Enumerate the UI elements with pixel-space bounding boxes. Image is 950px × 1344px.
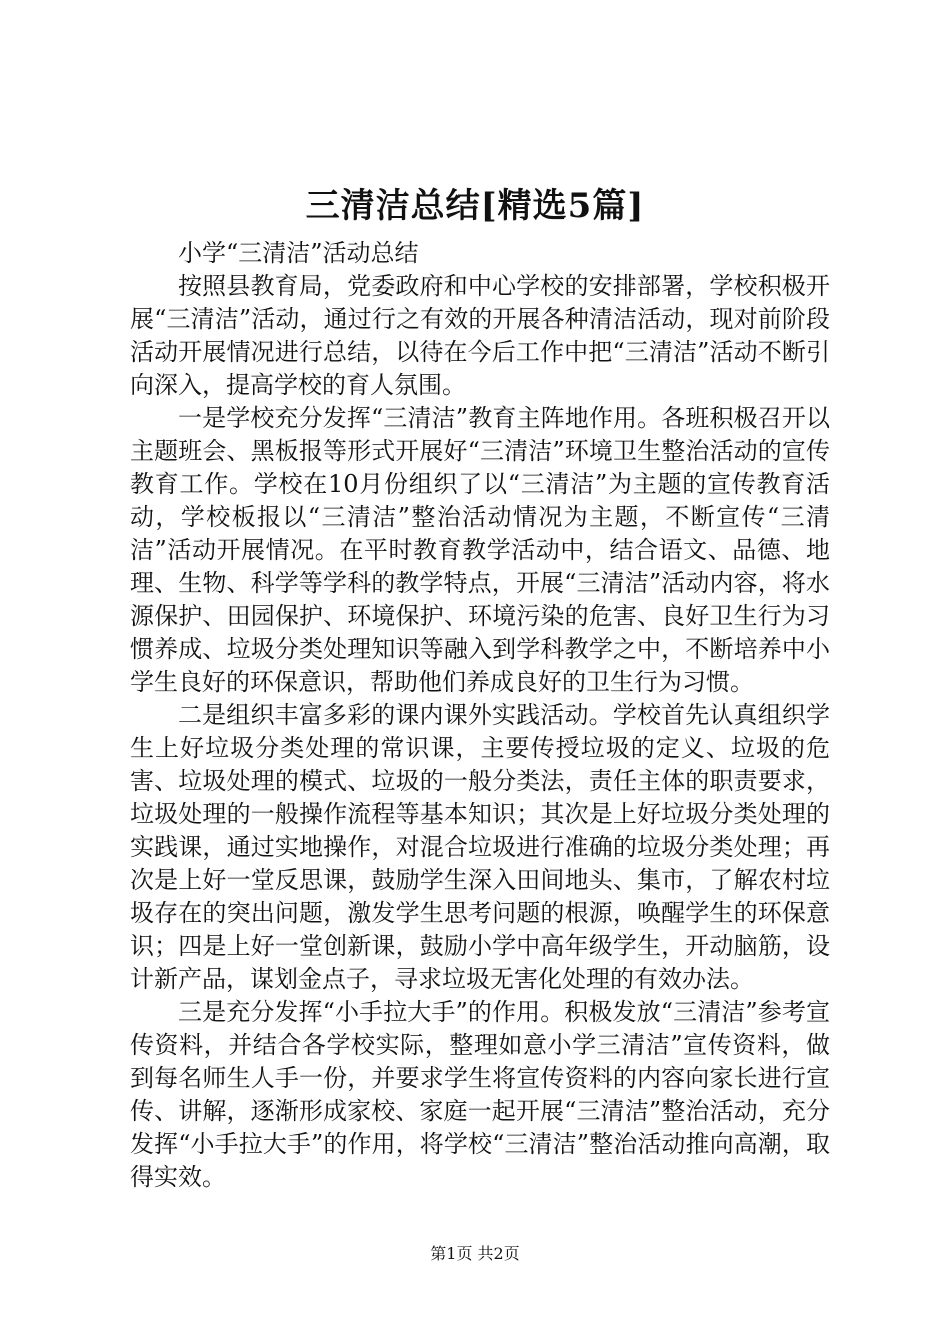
section-subtitle: 小学“三清洁”活动总结 [178,239,419,267]
paragraph-point-two: 二是组织丰富多彩的课内课外实践活动。学校首先认真组织学生上好垃圾分类处理的常识课，主要传授垃圾的定义、垃圾的危害、垃圾处理的模式、垃圾的一般分类法，责任主体的职责要求，垃圾处理的一般操作流程等基本知识；其次是上好垃圾分类处理的实践课，通过实地操作，对混合垃圾进行准确的垃圾分类处理；再次是上好一堂反思课，鼓励学生深入田间地头、集市，了解农村垃圾存在的突出问题，激发学生思考问题的根源，唤醒学生的环保意识；四是上好一堂创新课，鼓励小学中高年级学生，开动脑筋，设计新产品，谋划金点子，寻求垃圾无害化处理的有效办法。 [130,701,830,993]
document-title: 三清洁总结[精选5篇] [305,186,645,226]
document-body [130,237,830,1194]
paragraph-intro: 按照县教育局，党委政府和中心学校的安排部署，学校积极开展“三清洁”活动，通过行之有效的开展各种清洁活动，现对前阶段活动开展情况进行总结，以待在今后工作中把“三清洁”活动不断引向深入，提高学校的育人氛围。 [130,272,830,399]
paragraph-point-three: 三是充分发挥“小手拉大手”的作用。积极发放“三清洁”参考宣传资料，并结合各学校实际，整理如意小学三清洁”宣传资料，做到每名师生人手一份，并要求学生将宣传资料的内容向家长进行宣传、讲解，逐渐形成家校、家庭一起开展“三清洁”整治活动，充分发挥“小手拉大手”的作用，将学校“三清洁”整治活动推向高潮，取得实效。 [130,998,830,1191]
page-footer: 第1页 共2页 [430,1244,520,1263]
paragraph-point-one: 一是学校充分发挥“三清洁”教育主阵地作用。各班积极召开以主题班会、黑板报等形式开展好“三清洁”环境卫生整治活动的宣传教育工作。学校在10月份组织了以“三清洁”为主题的宣传教育活动，学校板报以“三清洁”整治活动情况为主题，不断宣传“三清洁”活动开展情况。在平时教育教学活动中，结合语文、品德、地理、生物、科学等学科的教学特点，开展“三清洁”活动内容，将水源保护、田园保护、环境保护、环境污染的危害、良好卫生行为习惯养成、垃圾分类处理知识等融入到学科教学之中，不断培养中小学生良好的环保意识，帮助他们养成良好的卫生行为习惯。 [130,404,830,696]
